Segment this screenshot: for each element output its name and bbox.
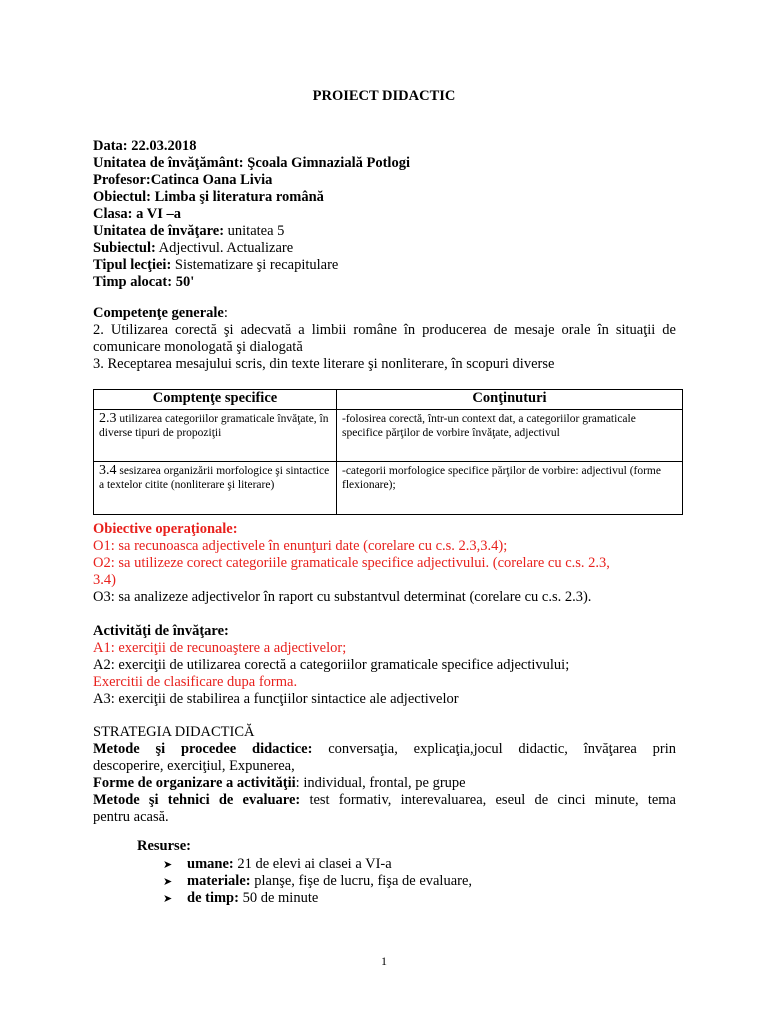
evaluare-line2: pentru acasă.: [93, 809, 169, 825]
metode-line1: Metode şi procedee didactice: conversaţia, explicaţia,jocul didactic, învăţarea prin: [93, 741, 676, 757]
col-header-specifice: Comptenţe specifice: [94, 390, 337, 410]
arrowhead-bullet-icon: ➤: [163, 892, 173, 905]
info-data: Data: 22.03.2018: [93, 138, 197, 154]
resurse-heading: Resurse:: [137, 838, 191, 854]
info-timp: Timp alocat: 50': [93, 274, 195, 290]
col-header-continuturi: Conţinuturi: [337, 390, 683, 410]
table-cell-specifice: 3.4 sesizarea organizării morfologice şi sintactice a textelor citite (nonliterare şi literare): [94, 462, 337, 515]
activitate-a2: A2: exerciţii de utilizarea corectă a categoriilor gramaticale specifice adjectivului;: [93, 657, 570, 673]
obiectiv-o2-line2: 3.4): [93, 572, 116, 588]
obiective-operationale: [93, 521, 676, 606]
obiectiv-o2-line1: O2: sa utilizeze corect categoriile gramaticale specifice adjectivului. (corelare cu c.s. 2.3,: [93, 555, 610, 571]
competente-table: [93, 389, 683, 515]
table-cell-continuturi: -categorii morfologice specifice părţilor de vorbire: adjectivul (forme flexionare);: [337, 462, 683, 515]
table-header-row: [94, 390, 683, 410]
arrowhead-bullet-icon: ➤: [163, 875, 173, 888]
evaluare-line1: Metode şi tehnici de evaluare: test formativ, interevaluarea, eseul de cinci minute, tema: [93, 792, 676, 808]
activitate-a3: A3: exerciţii de stabilirea a funcţiilor sintactice ale adjectivelor: [93, 691, 459, 707]
info-obiectul: Obiectul: Limba şi literatura română: [93, 189, 324, 205]
info-unitatea-invatare: Unitatea de învăţare: unitatea 5: [93, 223, 285, 239]
table-row: [94, 410, 683, 462]
info-profesor: Profesor:Catinca Oana Livia: [93, 172, 273, 188]
strategia-heading: STRATEGIA DIDACTICĂ: [93, 724, 255, 740]
list-item: ➤ umane: 21 de elevi ai clasei a VI-a: [163, 856, 392, 872]
list-item: ➤ de timp: 50 de minute: [163, 890, 319, 906]
page-number: 1: [381, 954, 387, 968]
competenta-3: 3. Receptarea mesajului scris, din texte literare şi nonliterare, în scopuri diverse: [93, 356, 555, 372]
info-subiectul: Subiectul: Adjectivul. Actualizare: [93, 240, 294, 256]
strategia-didactica: [93, 724, 676, 826]
competenta-2-line1: 2. Utilizarea corectă şi adecvată a limbii române în producerea de mesaje orale în situaţii de: [93, 322, 676, 338]
info-tipul: Tipul lecţiei: Sistematizare şi recapitulare: [93, 257, 339, 273]
document-title: PROIECT DIDACTIC: [312, 88, 456, 104]
competenta-2-line2: comunicare monologată şi dialogată: [93, 339, 303, 355]
activitate-clasificare: Exercitii de clasificare dupa forma.: [93, 674, 298, 690]
lesson-info: [93, 138, 676, 291]
competente-generale: [93, 305, 676, 373]
arrowhead-bullet-icon: ➤: [163, 858, 173, 871]
competente-heading: Competenţe generale:: [93, 305, 228, 321]
table-cell-specifice: 2.3 utilizarea categoriilor gramaticale învăţate, în diverse tipuri de propoziţii: [94, 410, 337, 462]
forme-organizare: Forme de organizare a activităţii: individual, frontal, pe grupe: [93, 775, 466, 791]
list-item: ➤ materiale: planşe, fişe de lucru, fişa de evaluare,: [163, 873, 473, 889]
table-cell-continuturi: -folosirea corectă, într-un context dat, a categoriilor gramaticale specifice părţilor de vorbire învăţate, adjectivul: [337, 410, 683, 462]
activitati-invatare: [93, 623, 676, 708]
table-row: [94, 462, 683, 515]
activitati-heading: Activităţi de învăţare:: [93, 623, 229, 639]
metode-line2: descoperire, exerciţiul, Expunerea,: [93, 758, 295, 774]
resurse-list: [163, 856, 472, 907]
obiectiv-o3: O3: sa analizeze adjectivelor în raport cu substantvul determinat (corelare cu c.s. 2.3).: [93, 589, 592, 605]
info-unitate: Unitatea de învăţământ: Şcoala Gimnazială Potlogi: [93, 155, 410, 171]
activitate-a1: A1: exerciţii de recunoaştere a adjectivelor;: [93, 640, 347, 656]
obiectiv-o1: O1: sa recunoasca adjectivele în enunţuri date (corelare cu c.s. 2.3,3.4);: [93, 538, 508, 554]
info-clasa: Clasa: a VI –a: [93, 206, 181, 222]
obiective-heading: Obiective operaţionale:: [93, 521, 238, 537]
